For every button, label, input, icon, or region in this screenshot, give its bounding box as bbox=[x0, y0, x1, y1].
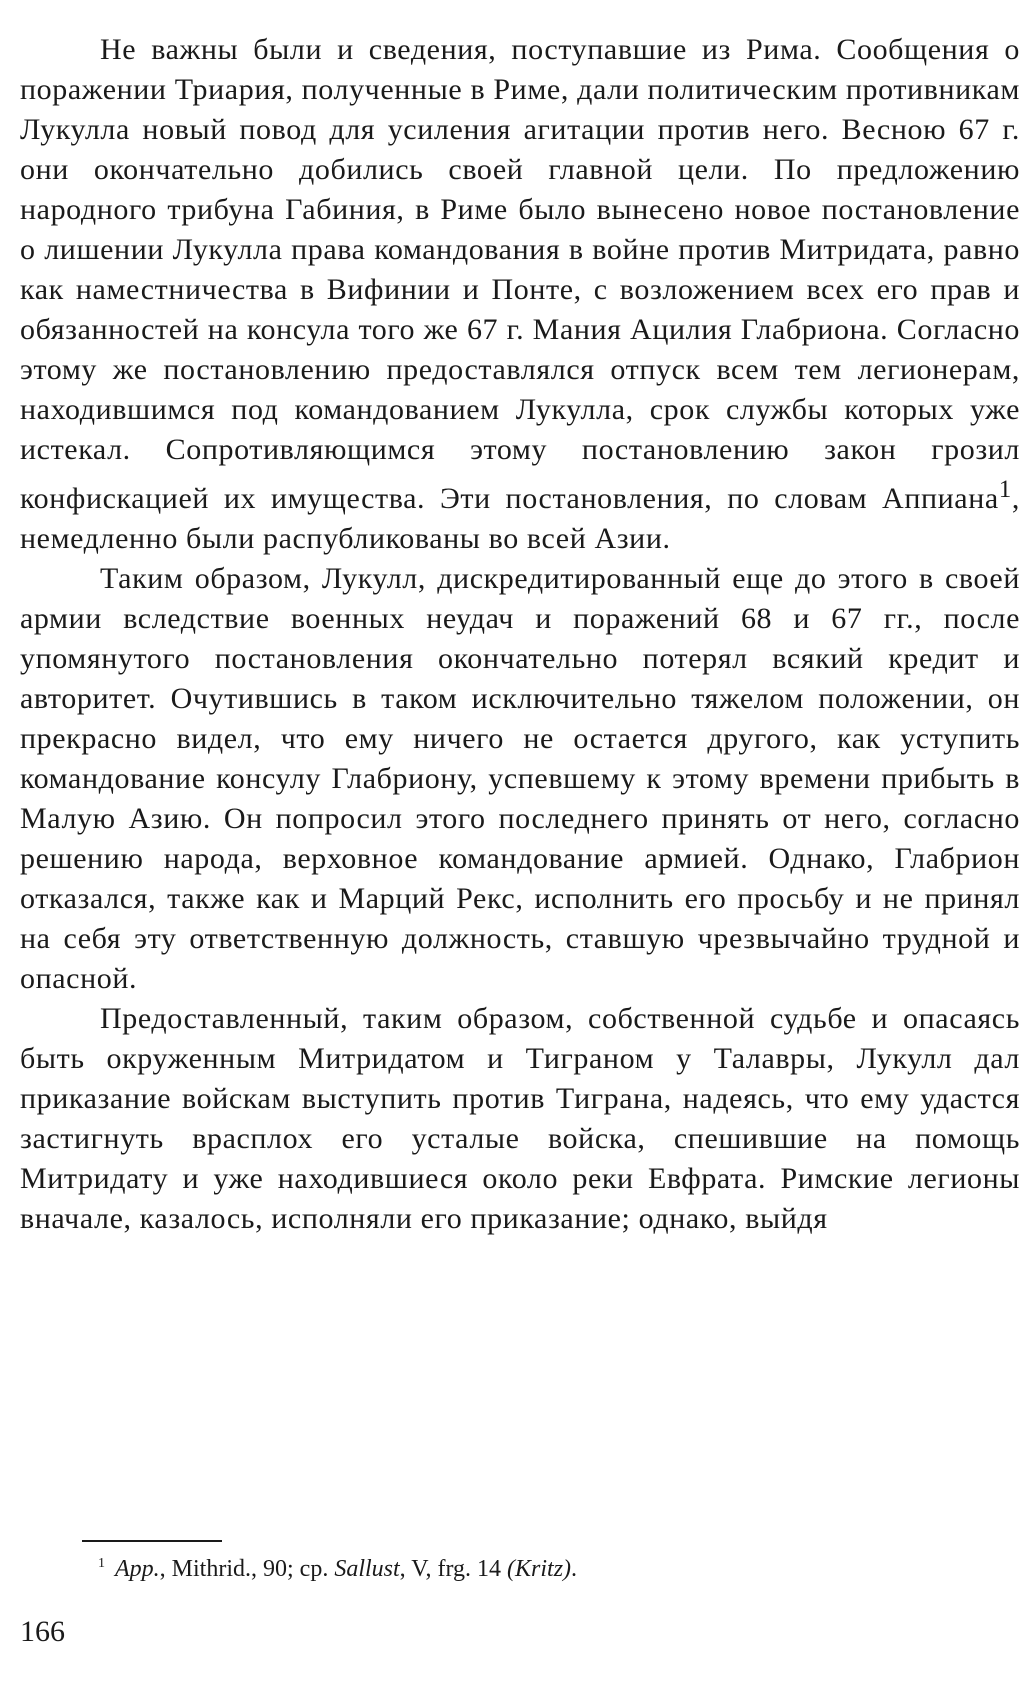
footnote-text: , Mithrid., 90; ср. bbox=[159, 1556, 329, 1582]
footnote-end: . bbox=[571, 1556, 578, 1582]
paragraph-1-text: Не важны были и сведения, поступавшие из Рима. Сообщения о поражении Триария, полученные в Риме, дали политическим противникам Лукулла новый повод для усиления агитации против него. Весною 67 г. они окончательно добились своей главной цели. По предложению народного трибуна Габиния, в Риме было вынесено новое постановление о лишении Лукулла права командования в войне против Митридата, равно как наместничества в Вифинии и Понте, с возложением всех его прав и обязанностей на консула того же 67 г. Мания Ацилия Глабриона. Согласно этому же постановлению предоставлялся отпуск всем тем легионерам, находившимся под командованием Лукулла, срок службы которых уже истекал. Сопротивляющимся этому постановлению закон грозил конфискацией их имущества. Эти постановления, по словам Аппиана bbox=[20, 33, 1020, 515]
page-number: 166 bbox=[20, 1615, 65, 1648]
footnote-source-kritz: (Kritz) bbox=[507, 1556, 572, 1582]
footnote-number: 1 bbox=[98, 1556, 105, 1571]
main-text bbox=[20, 30, 1020, 1239]
footnote-divider bbox=[82, 1540, 222, 1542]
footnote-source-sallust: Sallust bbox=[334, 1556, 400, 1582]
paragraph-1-text-end: , немедленно были распубликованы во всей Азии. bbox=[20, 482, 1020, 555]
footnote-text-2: , V, frg. 14 bbox=[399, 1556, 502, 1582]
paragraph-2: Таким образом, Лукулл, дискредитированный еще до этого в своей армии вследствие военных неудач и поражений 68 и 67 гг., после упомянутого постановления окончательно потерял всякий кредит и авторитет. Очутившись в таком исключительно тяжелом положении, он прекрасно видел, что ему ничего не остается другого, как уступить командование консулу Глабриону, успевшему к этому времени прибыть в Малую Азию. Он попросил этого последнего принять от него, согласно решению народа, верховное командование армией. Однако, Глабрион отказался, также как и Марций Рекс, исполнить его просьбу и не принял на себя эту ответственную должность, ставшую чрезвычайно трудной и опасной. bbox=[20, 562, 1020, 995]
footnote bbox=[98, 1548, 998, 1585]
footnote-reference: 1 bbox=[998, 476, 1012, 503]
paragraph-3: Предоставленный, таким образом, собственной судьбе и опасаясь быть окруженным Митридатом и Тиграном у Талавры, Лукулл дал приказание войскам выступить против Тиграна, надеясь, что ему удастся застигнуть врасплох его усталые войска, спешившие на помощь Митридату и уже находившиеся около реки Евфрата. Римские легионы вначале, казалось, исполняли его приказание; однако, выйдя bbox=[20, 1002, 1020, 1235]
footnote-source-appian: App. bbox=[115, 1556, 160, 1582]
paragraph-1 bbox=[20, 30, 1020, 559]
